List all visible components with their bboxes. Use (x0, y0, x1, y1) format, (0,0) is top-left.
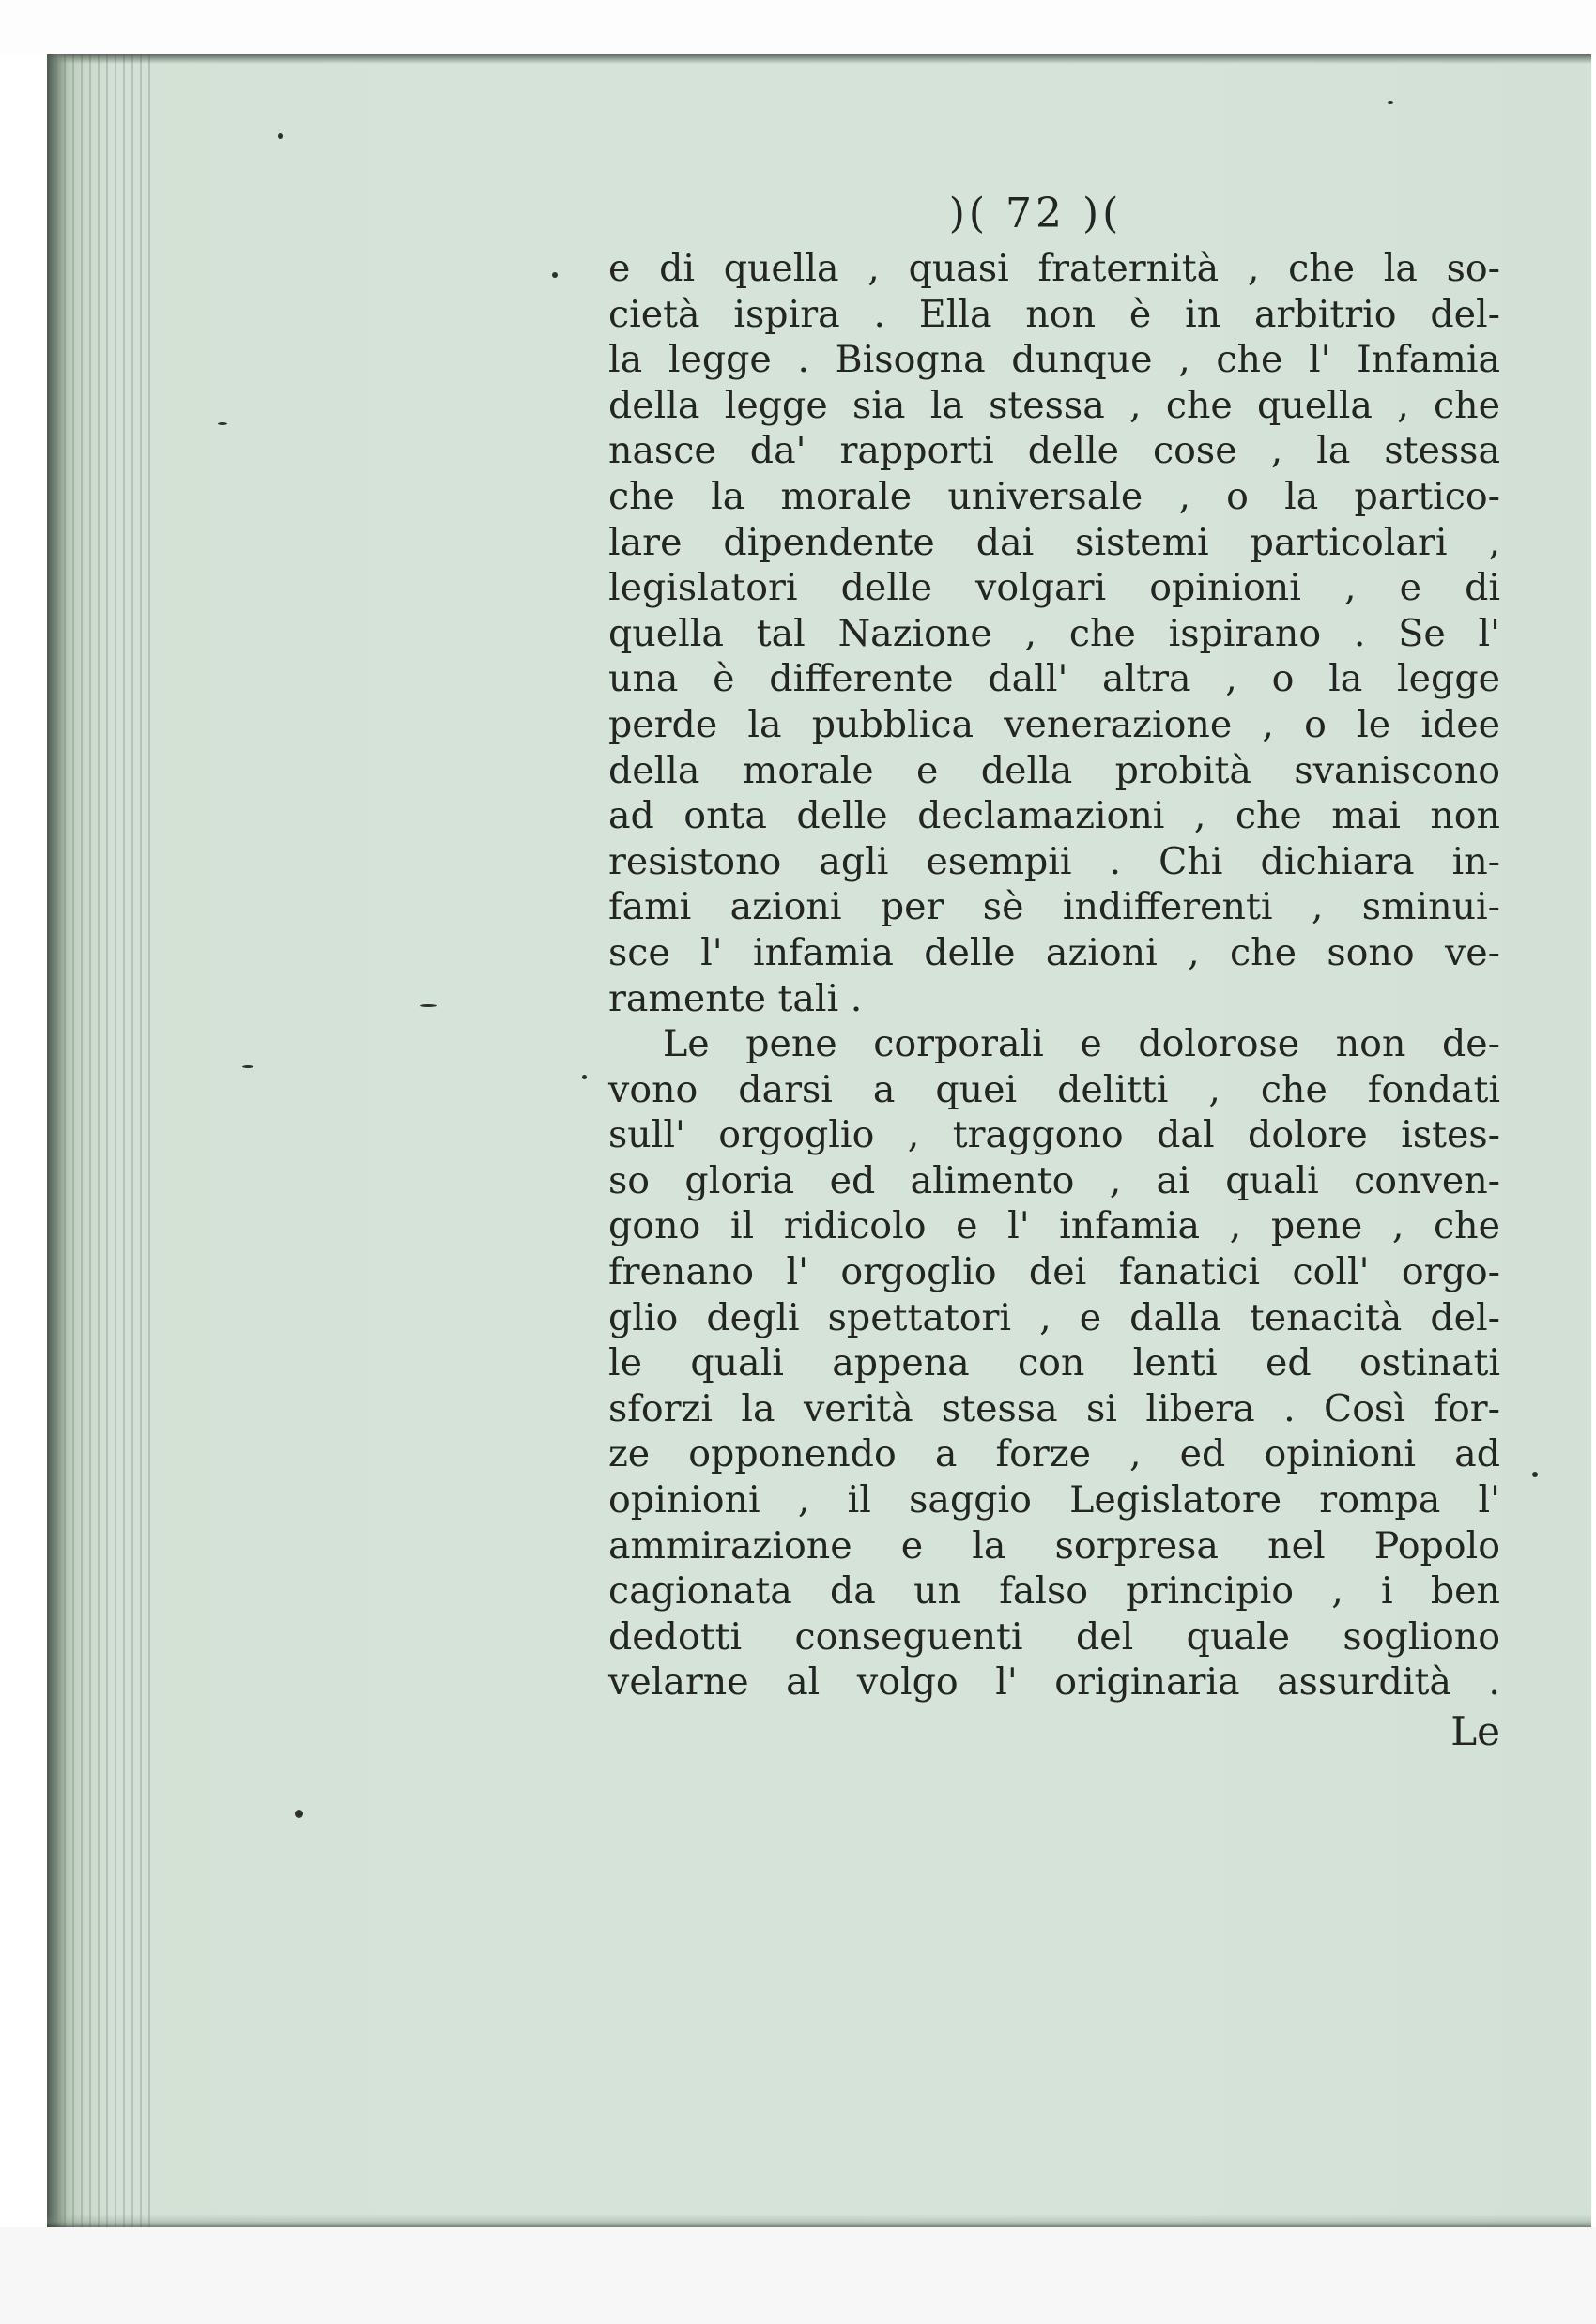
text-line: ammirazione e la sorpresa nel Popolo (608, 1523, 1500, 1567)
page-text (608, 188, 1500, 1756)
paper-speck (1388, 101, 1393, 104)
text-line: fami azioni per sè indifferenti , sminui- (608, 885, 1500, 929)
paper-speck (218, 422, 227, 425)
catchword: Le (1450, 1708, 1500, 1754)
text-line: so gloria ed alimento , ai quali conven- (608, 1158, 1500, 1202)
scan-frame-top (0, 0, 1596, 54)
text-line: ramente tali . (608, 976, 863, 1020)
paper-speck (420, 1004, 437, 1007)
text-line: ad onta delle declamazioni , che mai non (608, 794, 1500, 838)
text-line: velarne al volgo l' originaria assurdità . (608, 1660, 1500, 1705)
text-line: opinioni , il saggio Legislatore rompa l' (608, 1478, 1500, 1522)
text-line: una è differente dall' altra , o la legge (608, 657, 1500, 701)
text-line: glio degli spettatori , e dalla tenacità del- (608, 1295, 1500, 1339)
paragraph-1 (608, 246, 1500, 1021)
paper-speck (278, 133, 283, 139)
text-line: lare dipendente dai sistemi particolari , (608, 520, 1500, 564)
text-line: dedotti conseguenti del quale sogliono (608, 1614, 1500, 1659)
paragraph-2 (608, 1021, 1500, 1705)
paper-speck (242, 1065, 253, 1068)
text-line: quella tal Nazione , che ispirano . Se l' (608, 611, 1500, 655)
paper-speck (295, 1810, 303, 1818)
running-head: )( 72 )( (948, 190, 1123, 237)
text-line: ze opponendo a forze , ed opinioni ad (608, 1432, 1500, 1476)
paper-speck (582, 1075, 587, 1079)
text-line: sull' orgoglio , traggono dal dolore istes- (608, 1113, 1500, 1157)
paper-speck (1532, 1472, 1538, 1477)
text-line: vono darsi a quei delitti , che fondati (608, 1067, 1500, 1111)
text-line: sforzi la verità stessa si libera . Così for- (608, 1386, 1500, 1430)
text-line: legislatori delle volgari opinioni , e di (608, 566, 1500, 610)
text-line: sce l' infamia delle azioni , che sono ve- (608, 930, 1500, 974)
paper-speck (552, 272, 558, 278)
text-line: della morale e della probità svaniscono (608, 748, 1500, 792)
text-line: cagionata da un falso principio , i ben (608, 1569, 1500, 1613)
scan-frame-bottom (0, 2227, 1596, 2324)
text-line: e di quella , quasi fraternità , che la so- (608, 247, 1500, 290)
text-line: della legge sia la stessa , che quella , che (608, 383, 1500, 427)
text-line: perde la pubblica venerazione , o le idee (608, 702, 1500, 746)
text-line: che la morale universale , o la partico- (608, 474, 1500, 518)
text-line: nasce da' rapporti delle cose , la stessa (608, 429, 1500, 473)
text-line: le quali appena con lenti ed ostinati (608, 1341, 1500, 1385)
text-line: Le pene corporali e dolorose non de- (663, 1022, 1500, 1066)
text-line: resistono agli esempii . Chi dichiara in- (608, 839, 1500, 883)
page-edge-shadow (47, 54, 68, 2227)
text-line: cietà ispira . Ella non è in arbitrio del- (608, 292, 1500, 336)
text-line: frenano l' orgoglio dei fanatici coll' orgo- (608, 1250, 1500, 1294)
text-line: la legge . Bisogna dunque , che l' Infamia (608, 338, 1500, 382)
text-line: gono il ridicolo e l' infamia , pene , che (608, 1204, 1500, 1248)
